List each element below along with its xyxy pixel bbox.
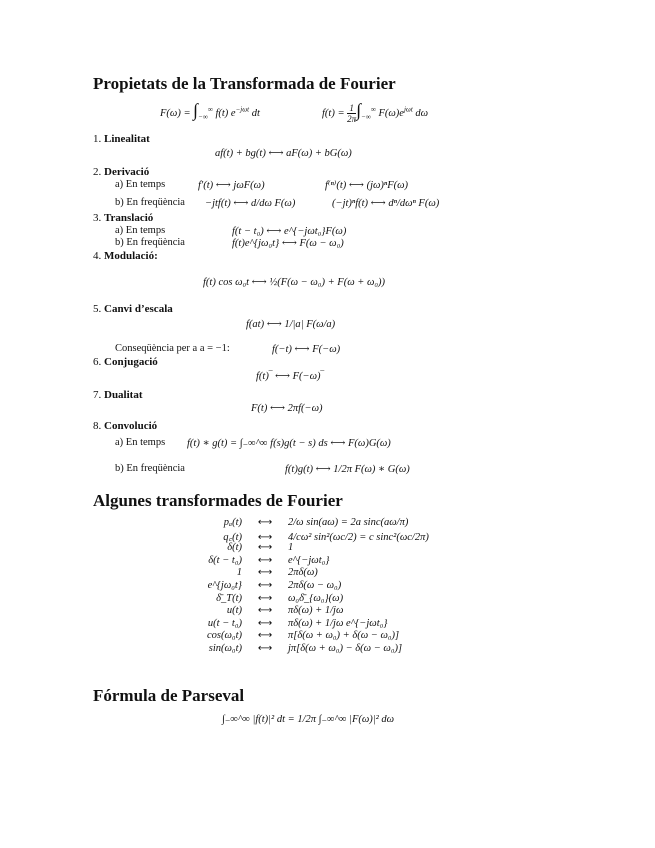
transform-row [90, 555, 429, 568]
item-2b-formula2: (−jt)ⁿf(t) ⟷ dⁿ/dωⁿ F(ω) [332, 198, 440, 209]
transform-row [90, 580, 429, 593]
transform-row [90, 542, 429, 555]
item-8a-label: a) En temps [115, 437, 166, 448]
transform-left: e^{jω₀t} [207, 579, 242, 591]
transform-arrow: ⟷ [257, 642, 273, 654]
item-3b-label: b) En freqüència [115, 237, 185, 248]
transform-right: jπ[δ(ω + ω₀) − δ(ω − ω₀)] [288, 642, 403, 654]
transform-row [90, 630, 429, 643]
transform-right: πδ(ω) + 1/jω [288, 605, 344, 617]
transform-arrow: ⟷ [257, 592, 273, 604]
definition-inverse: f(t) = $\frac{1}{2\pi}$ $\int_{-\infty}^\infty$ $F(\omega)e^{j\omega t}$ dω [322, 100, 429, 125]
transform-right: e^{−jωt₀} [288, 554, 330, 566]
item-7-heading: 7. Dualitat [93, 389, 143, 401]
transform-left: u(t − t₀) [207, 617, 242, 629]
item-2b-formula1: −jtf(t) ⟷ d/dω F(ω) [205, 198, 296, 209]
transform-row [90, 593, 429, 606]
transform-right: 2πδ(ω) [288, 567, 318, 579]
item-3-heading: 3. Translació [93, 212, 154, 224]
item-1-formula: af(t) + bg(t) ⟷ aF(ω) + bG(ω) [215, 148, 352, 159]
transform-left: sin(ω₀t) [208, 642, 242, 654]
transform-left: pₐ(t) [223, 517, 242, 528]
item-2a-formula2: f⁽ⁿ⁾(t) ⟷ (jω)ⁿF(ω) [325, 180, 409, 191]
transform-arrow: ⟷ [257, 531, 273, 543]
item-8a-formula: f(t) ∗ g(t) = ∫₋∞^∞ f(s)g(t − s) ds ⟷ F(ω)G(ω) [187, 438, 391, 449]
transform-table [90, 517, 429, 656]
transform-left: u(t) [226, 605, 242, 617]
item-3b-formula: f(t)e^{jω₀t} ⟷ F(ω − ω₀) [232, 238, 344, 249]
item-7-formula: F(t) ⟷ 2πf(−ω) [251, 403, 323, 414]
item-4-heading: 4. Modulació: [93, 250, 158, 262]
item-3a-formula: f(t − t₀) ⟷ e^{−jωt₀}F(ω) [232, 226, 347, 237]
item-8-heading: 8. Convolució [93, 420, 158, 432]
transform-right: 2πδ(ω − ω₀) [288, 579, 342, 591]
transform-right: π[δ(ω + ω₀) + δ(ω − ω₀)] [288, 630, 400, 642]
transform-row [90, 517, 429, 530]
item-2-heading: 2. Derivació [93, 166, 150, 178]
transform-right: 4/cω² sin²(ωc/2) = c sinc²(ωc/2π) [288, 531, 429, 543]
transform-arrow: ⟷ [257, 605, 273, 617]
item-1-heading: 1. Linealitat [93, 133, 150, 145]
transform-left: cos(ω₀t) [207, 630, 242, 642]
transform-left: δ(t) [227, 542, 242, 554]
transform-arrow: ⟷ [257, 579, 273, 591]
section-title-parseval: Fórmula de Parseval [93, 686, 245, 705]
transform-left: q꜀(t) [223, 531, 242, 543]
definition-forward: $F(\omega) = \int_{-\infty}^\infty$ f(t) $e^{-j\omega t}$ dt [160, 100, 260, 122]
transform-arrow: ⟷ [257, 542, 273, 554]
transform-arrow: ⟷ [257, 554, 273, 566]
section-title-transforms: Algunes transformades de Fourier [93, 491, 343, 510]
transform-arrow: ⟷ [257, 517, 273, 528]
transform-right: ω₀δ̄_{ω₀}(ω) [288, 592, 344, 604]
item-5-consequence-label: Conseqüència per a a = −1: [115, 343, 230, 354]
transform-row [90, 618, 429, 631]
item-2b-label: b) En freqüència [115, 197, 185, 208]
item-6-heading: 6. Conjugació [93, 356, 158, 368]
item-2a-formula1: f′(t) ⟷ jωF(ω) [198, 180, 265, 191]
section-title-properties: Propietats de la Transformada de Fourier [93, 74, 396, 93]
item-2a-label: a) En temps [115, 179, 166, 190]
transform-left: δ(t − t₀) [208, 554, 242, 566]
item-5-formula: f(at) ⟷ 1/|a| F(ω/a) [246, 319, 336, 330]
item-5-consequence-formula: f(−t) ⟷ F(−ω) [272, 344, 341, 355]
transform-row [90, 605, 429, 618]
transform-row [90, 643, 429, 656]
item-8b-formula: f(t)g(t) ⟷ 1/2π F(ω) ∗ G(ω) [285, 464, 410, 475]
parseval-formula: ∫₋∞^∞ |f(t)|² dt = 1/2π ∫₋∞^∞ |F(ω)|² dω [222, 714, 395, 725]
transform-right: πδ(ω) + 1/jω e^{−jωt₀} [288, 617, 388, 629]
item-8b-label: b) En freqüència [115, 463, 185, 474]
transform-arrow: ⟷ [257, 567, 273, 579]
transform-arrow: ⟷ [257, 617, 273, 629]
transform-row [90, 530, 429, 543]
item-6-formula: f(t)‾ ⟷ F(−ω)‾ [256, 371, 325, 382]
transform-row [90, 567, 429, 580]
transform-right: 2/ω sin(aω) = 2a sinc(aω/π) [288, 517, 409, 528]
transform-arrow: ⟷ [257, 630, 273, 642]
item-5-heading: 5. Canvi d’escala [93, 303, 173, 315]
transform-right: 1 [288, 542, 294, 554]
transform-left: δ̄_T(t) [216, 592, 242, 604]
item-3a-label: a) En temps [115, 225, 166, 236]
item-4-formula: f(t) cos ω₀t ⟷ ½(F(ω − ω₀) + F(ω + ω₀)) [203, 277, 386, 288]
transform-left: 1 [236, 567, 242, 579]
